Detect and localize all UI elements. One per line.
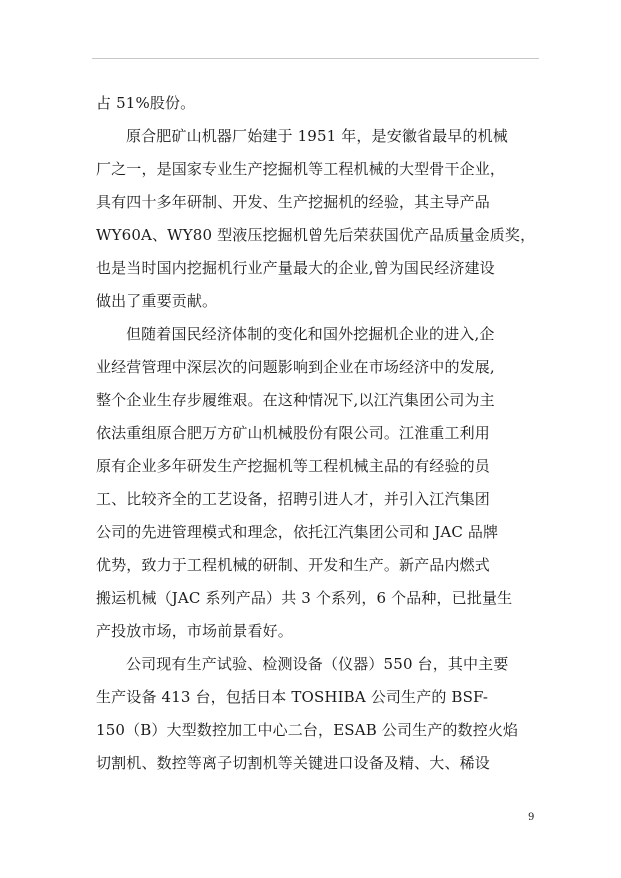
header-rule xyxy=(92,58,539,59)
text-line-9: 业经营管理中深层次的问题影响到企业在市场经济中的发展, xyxy=(96,358,495,376)
text-line-6: 也是当时国内挖掘机行业产量最大的企业,曾为国民经济建设 xyxy=(96,259,495,277)
text-line-15: 优势，致力于工程机械的研制、开发和生产。新产品内燃式 xyxy=(96,556,490,574)
text-line-18: 公司现有生产试验、检测设备（仪器）550 台，其中主要 xyxy=(126,655,509,673)
text-line-4: 具有四十多年研制、开发、生产挖掘机的经验，其主导产品 xyxy=(96,193,490,211)
page-number: 9 xyxy=(528,812,535,823)
text-line-5: WY60A、WY80 型液压挖掘机曾先后荣获国优产品质量金质奖， xyxy=(96,226,536,244)
text-line-8: 但随着国民经济体制的变化和国外挖掘机企业的进入,企 xyxy=(126,325,495,343)
text-line-3: 厂之一，是国家专业生产挖掘机等工程机械的大型骨干企业， xyxy=(96,160,506,178)
text-line-20: 150（B）大型数控加工中心二台，ESAB 公司生产的数控火焰 xyxy=(96,721,519,739)
text-line-17: 产投放市场，市场前景看好。 xyxy=(96,622,293,640)
text-line-2: 原合肥矿山机器厂始建于 1951 年，是安徽省最早的机械 xyxy=(126,127,508,145)
text-line-11: 依法重组原合肥万方矿山机械股份有限公司。江淮重工利用 xyxy=(96,424,490,442)
text-line-21: 切割机、数控等离子切割机等关键进口设备及精、大、稀设 xyxy=(96,754,490,772)
text-line-16: 搬运机械（JAC 系列产品）共 3 个系列，6 个品种，已批量生 xyxy=(96,589,513,607)
text-line-7: 做出了重要贡献。 xyxy=(96,292,218,310)
text-line-1: 占 51%股份。 xyxy=(96,94,196,112)
text-line-19: 生产设备 413 台，包括日本 TOSHIBA 公司生产的 BSF- xyxy=(96,688,489,706)
text-line-10: 整个企业生存步履维艰。在这种情况下,以江汽集团公司为主 xyxy=(96,391,495,409)
text-line-13: 工、比较齐全的工艺设备，招聘引进人才，并引入江汽集团 xyxy=(96,490,490,508)
text-line-12: 原有企业多年研发生产挖掘机等工程机械主品的有经验的员 xyxy=(96,457,490,475)
text-line-14: 公司的先进管理模式和理念，依托江汽集团公司和 JAC 品牌 xyxy=(96,523,499,541)
